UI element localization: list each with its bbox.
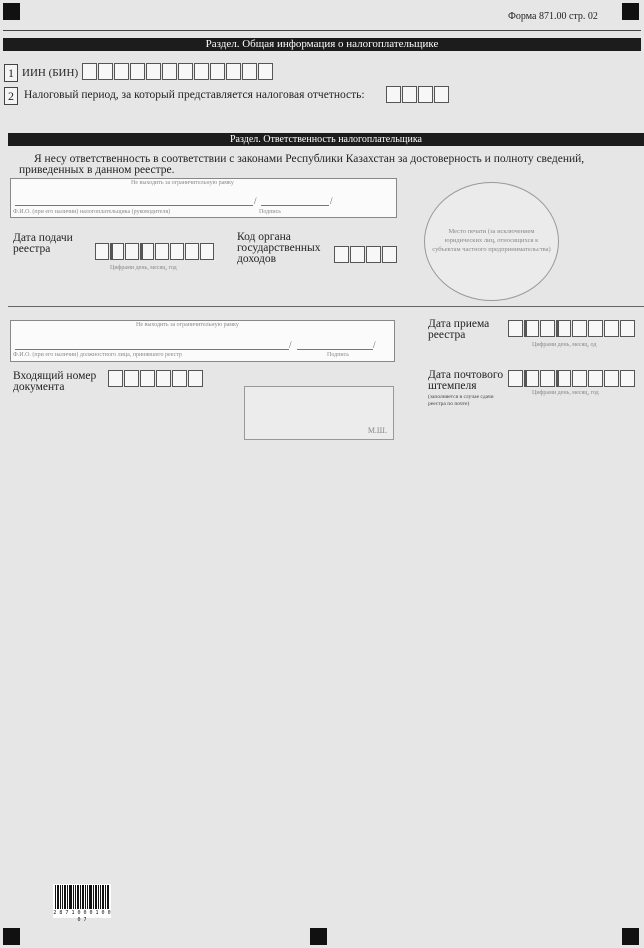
corner-marker-top-left bbox=[3, 3, 20, 20]
taxpayer-separator-slash-2: / bbox=[330, 196, 333, 206]
section-responsibility-title: Раздел. Ответственность налогоплательщика bbox=[8, 133, 644, 146]
taxpayer-signature-frame[interactable] bbox=[10, 178, 397, 218]
taxpayer-stamp-text: Место печати (за исключением юридических лиц, относящихся к субъектам частного предпринимательства) bbox=[432, 228, 551, 253]
barcode-number: 2 8 7 1 0 0 0 1 0 0 0 7 bbox=[53, 910, 111, 923]
responsibility-statement-line1: Я несу ответственность в соответствии с законами Республики Казахстан за достоверность и полноту сведений, bbox=[34, 153, 585, 165]
official-fio-caption: Ф.И.О. (при его наличии) должностного лица, принявшего реестр bbox=[13, 352, 182, 358]
incoming-number-label: Входящий номер документа bbox=[13, 370, 97, 393]
section-divider bbox=[8, 306, 644, 307]
form-number: Форма 871.00 стр. 02 bbox=[508, 11, 598, 22]
taxpayer-fio-line bbox=[15, 205, 253, 206]
postmark-digits-hint: Цифрами день, месяц, год bbox=[532, 390, 599, 396]
postmark-note: (заполняется в случае сдачи реестра по почте) bbox=[428, 394, 494, 407]
section-general-info-title: Раздел. Общая информация о налогоплательщике bbox=[3, 38, 641, 51]
official-signature-frame[interactable] bbox=[10, 320, 395, 362]
accept-date-label: Дата приема реестра bbox=[428, 318, 490, 341]
postmark-date-label: Дата почтового штемпеля bbox=[428, 369, 504, 392]
corner-marker-bottom-right bbox=[622, 928, 639, 945]
authority-code-input[interactable] bbox=[334, 246, 397, 263]
field-1-number: 1 bbox=[4, 64, 18, 82]
official-stamp-label: М.Ш. bbox=[367, 426, 387, 435]
field-2-number: 2 bbox=[4, 87, 18, 105]
iin-bin-label: ИИН (БИН) bbox=[22, 67, 79, 79]
iin-bin-input[interactable] bbox=[82, 63, 273, 80]
official-fio-line bbox=[15, 349, 289, 350]
tax-period-label: Налоговый период, за который представляется налоговая отчетность: bbox=[24, 89, 365, 101]
official-signature-caption: Подпись bbox=[327, 352, 350, 358]
accept-date-digits-hint: Цифрами день, месяц, од bbox=[532, 342, 597, 348]
taxpayer-frame-hint: Не выходить за ограничительную рамку bbox=[131, 180, 234, 186]
official-separator-slash-2: / bbox=[373, 340, 376, 350]
taxpayer-separator-slash-1: / bbox=[254, 196, 257, 206]
corner-marker-bottom-left bbox=[3, 928, 20, 945]
accept-date-input[interactable] bbox=[508, 320, 635, 337]
submit-date-digits-hint: Цифрами день, месяц, год bbox=[110, 265, 177, 271]
header-divider bbox=[3, 30, 641, 31]
barcode-bars-icon bbox=[53, 884, 111, 910]
taxpayer-fio-caption: Ф.И.О. (при его наличии) налогоплательщика (руководителя) bbox=[13, 209, 171, 215]
taxpayer-signature-caption: Подпись bbox=[259, 209, 282, 215]
corner-marker-top-right bbox=[622, 3, 639, 20]
responsibility-statement-line2: приведенных в данном реестре. bbox=[19, 164, 175, 176]
taxpayer-stamp-circle bbox=[424, 182, 559, 301]
official-stamp-box bbox=[244, 386, 394, 440]
postmark-date-input[interactable] bbox=[508, 370, 635, 387]
corner-marker-bottom-middle bbox=[310, 928, 327, 945]
incoming-number-input[interactable] bbox=[108, 370, 203, 387]
official-signature-line bbox=[297, 349, 373, 350]
barcode bbox=[53, 884, 111, 923]
taxpayer-signature-line bbox=[261, 205, 329, 206]
submit-date-label: Дата подачи реестра bbox=[13, 232, 73, 255]
authority-code-label: Код органа государственных доходов bbox=[237, 231, 321, 265]
official-frame-hint: Не выходить за ограничительную рамку bbox=[136, 322, 239, 328]
official-separator-slash-1: / bbox=[289, 340, 292, 350]
submit-date-input[interactable] bbox=[95, 243, 214, 260]
tax-period-input[interactable] bbox=[386, 86, 449, 103]
